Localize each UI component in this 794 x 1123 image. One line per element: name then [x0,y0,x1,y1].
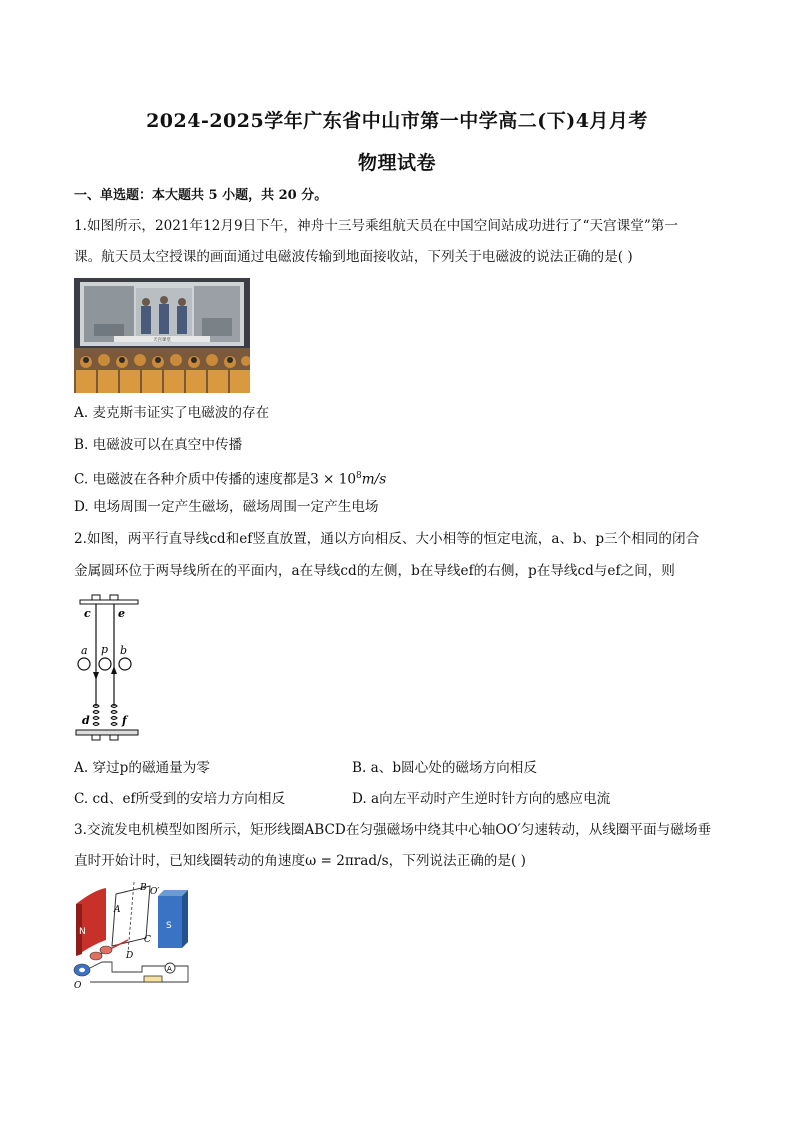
ring-p [99,658,111,670]
label-a: A [114,905,121,915]
label-f: f [122,714,127,727]
q1-option-c-unit: m/s [361,471,387,488]
q1-option-b: B. 电磁波可以在真空中传播 [74,437,243,453]
page-title: 2024-2025学年广东省中山市第一中学高二(下)4月月考 [146,110,648,132]
q1-option-d: D. 电场周围一定产生磁场，磁场周围一定产生电场 [74,499,379,515]
label-c: c [84,607,91,620]
label-n: N [79,927,86,937]
q1-option-c [74,466,386,490]
label-c: C [144,935,151,945]
ring-b [119,658,131,670]
q1-photo [74,278,250,393]
q2-option-d: D. a向左平动时产生逆时针方向的感应电流 [352,791,611,807]
q2-stem-line1: 2.如图，两平行直导线cd和ef竖直放置，通以方向相反、大小相等的恒定电流，a、b、p三个相同的闭合 [74,531,700,547]
q1-option-c-exp: 8 [356,471,362,481]
q3-stem-line1: 3.交流发电机模型如图所示，矩形线圈ABCD在匀强磁场中绕其中心轴OO′匀速转动，从线圈平面与磁场垂 [74,822,712,838]
label-d: D [126,951,134,961]
q1-stem-line2: 课。航天员太空授课的画面通过电磁波传输到地面接收站，下列关于电磁波的说法正确的是( ) [74,249,633,265]
label-d: d [82,714,90,727]
page-subtitle: 物理试卷 [357,152,436,174]
q2-option-a: A. 穿过p的磁通量为零 [74,760,210,776]
label-b: B [140,883,147,893]
q2-figure [74,594,144,742]
q1-option-a: A. 麦克斯韦证实了电磁波的存在 [74,405,270,421]
ammeter-label: A [167,965,172,973]
q1-stem-line1: 1.如图所示，2021年12月9日下午，神舟十三号乘组航天员在中国空间站成功进行了“天宫课堂”第一 [74,218,678,234]
section-heading: 一、单选题：本大题共 5 小题，共 20 分。 [74,188,328,203]
q1-option-c-text: C. 电磁波在各种介质中传播的速度都是 [74,471,311,488]
photo-caption-text: 天宫课堂 [153,338,171,343]
label-o-prime: O′ [150,887,160,897]
label-o: O [74,981,82,990]
ring-a [78,658,90,670]
q1-option-c-value: 3 × 10 [310,471,357,488]
label-s: S [166,921,172,931]
q3-stem-line2: 直时开始计时，已知线圈转动的角速度ω = 2πrad/s，下列说法正确的是( ) [74,853,526,869]
q2-option-b: B. a、b圆心处的磁场方向相反 [352,760,537,776]
label-e: e [118,607,125,620]
q3-figure [72,882,194,990]
label-p: p [101,643,109,656]
q2-option-c: C. cd、ef所受到的安培力方向相反 [74,791,286,807]
label-b: b [120,644,128,657]
label-a: a [81,644,88,657]
q2-stem-line2: 金属圆环位于两导线所在的平面内，a在导线cd的左侧，b在导线ef的右侧，p在导线cd与ef之间，则 [74,563,675,579]
